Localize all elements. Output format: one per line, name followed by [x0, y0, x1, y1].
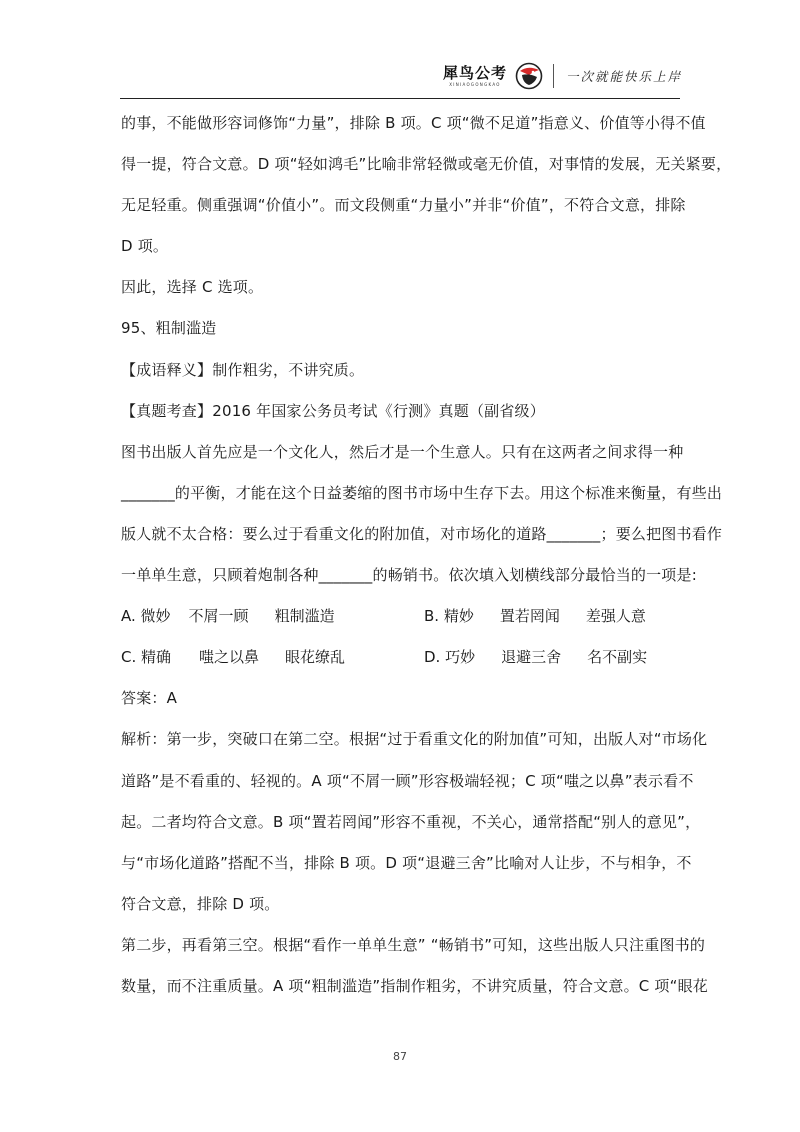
exam-source: 【真题考查】2016 年国家公务员考试《行测》真题（副省级）: [121, 401, 545, 420]
page-header: [0, 0, 800, 102]
option-a-word-2: 不屑一顾: [188, 607, 249, 626]
body-text: [121, 103, 732, 1007]
option-c-word-3: 眼花缭乱: [285, 648, 346, 667]
brand-name: 犀鸟公考: [442, 64, 507, 82]
option-d-word-3: 名不副实: [587, 648, 648, 667]
option-b: [424, 596, 646, 637]
question-line: 图书出版人首先应是一个文化人，然后才是一个生意人。只有在这两者之间求得一种: [121, 442, 684, 461]
hornbill-logo-icon: [515, 62, 543, 90]
header-rule: [120, 98, 680, 99]
text-line: 因此，选择 C 选项。: [121, 278, 264, 297]
text-line: 无足轻重。侧重强调“价值小”。而文段侧重“力量小”并非“价值”，不符合文意，排除: [121, 196, 686, 215]
question-line: _______的平衡，才能在这个日益萎缩的图书市场中生存下去。用这个标准来衡量，有些出: [121, 483, 723, 502]
options-row-cd: [121, 637, 681, 678]
option-d-word-2: 退避三舍: [501, 648, 562, 667]
idiom-heading: 95、粗制滥造: [121, 319, 217, 338]
slogan: 一次就能快乐上岸: [565, 69, 682, 84]
analysis-line: 第二步，再看第三空。根据“看作一单单生意” “畅销书”可知，这些出版人只注重图书的: [121, 935, 706, 954]
option-a-label: A. 微妙: [121, 607, 171, 626]
answer-line: 答案：A: [121, 689, 178, 708]
analysis-line: 数量，而不注重质量。A 项“粗制滥造”指制作粗劣，不讲究质量，符合文意。C 项“眼花: [121, 976, 708, 995]
analysis-line: 起。二者均符合文意。B 项“置若罔闻”形容不重视，不关心，通常搭配“别人的意见”，: [121, 812, 701, 831]
option-b-word-3: 差强人意: [585, 607, 646, 626]
option-c-word-2: 嗤之以鼻: [199, 648, 260, 667]
text-line: 的事，不能做形容词修饰“力量”，排除 B 项。C 项“微不足道”指意义、价值等小得不值: [121, 114, 706, 132]
brand-pinyin: XINIAOGONGKAO: [449, 82, 501, 87]
option-a: [121, 596, 335, 637]
option-c: [121, 637, 345, 678]
page-number: 87: [393, 1050, 407, 1063]
brand-block: [443, 64, 507, 88]
question-line: 版人就不太合格：要么过于看重文化的附加值，对市场化的道路_______；要么把图书看作: [121, 524, 723, 543]
analysis-line: 道路”是不看重的、轻视的。A 项“不屑一顾”形容极端轻视；C 项“嗤之以鼻”表示看不: [121, 771, 694, 790]
question-line: 一单单生意，只顾着炮制各种_______的畅销书。依次填入划横线部分最恰当的一项是:: [121, 566, 697, 585]
option-b-word-2: 置若罔闻: [499, 607, 560, 626]
option-d: [424, 637, 647, 678]
logo-separator: [553, 64, 554, 88]
idiom-definition: 【成语释义】制作粗劣，不讲究质。: [121, 360, 365, 379]
text-line: 得一提，符合文意。D 项“轻如鸿毛”比喻非常轻微或毫无价值，对事情的发展，无关紧要，: [121, 155, 732, 174]
brand-logo-group: [443, 58, 682, 94]
analysis-line: 解析：第一步，突破口在第二空。根据“过于看重文化的附加值”可知，出版人对“市场化: [121, 730, 708, 749]
option-a-word-3: 粗制滥造: [274, 607, 335, 626]
text-line: D 项。: [121, 237, 169, 256]
options-row-ab: [121, 596, 681, 637]
option-d-label: D. 巧妙: [424, 648, 476, 667]
analysis-line: 符合文意，排除 D 项。: [121, 894, 280, 913]
analysis-line: 与“市场化道路”搭配不当，排除 B 项。D 项“退避三舍”比喻对人让步，不与相争，不: [121, 853, 692, 872]
option-b-label: B. 精妙: [424, 607, 474, 626]
option-c-label: C. 精确: [121, 648, 172, 667]
